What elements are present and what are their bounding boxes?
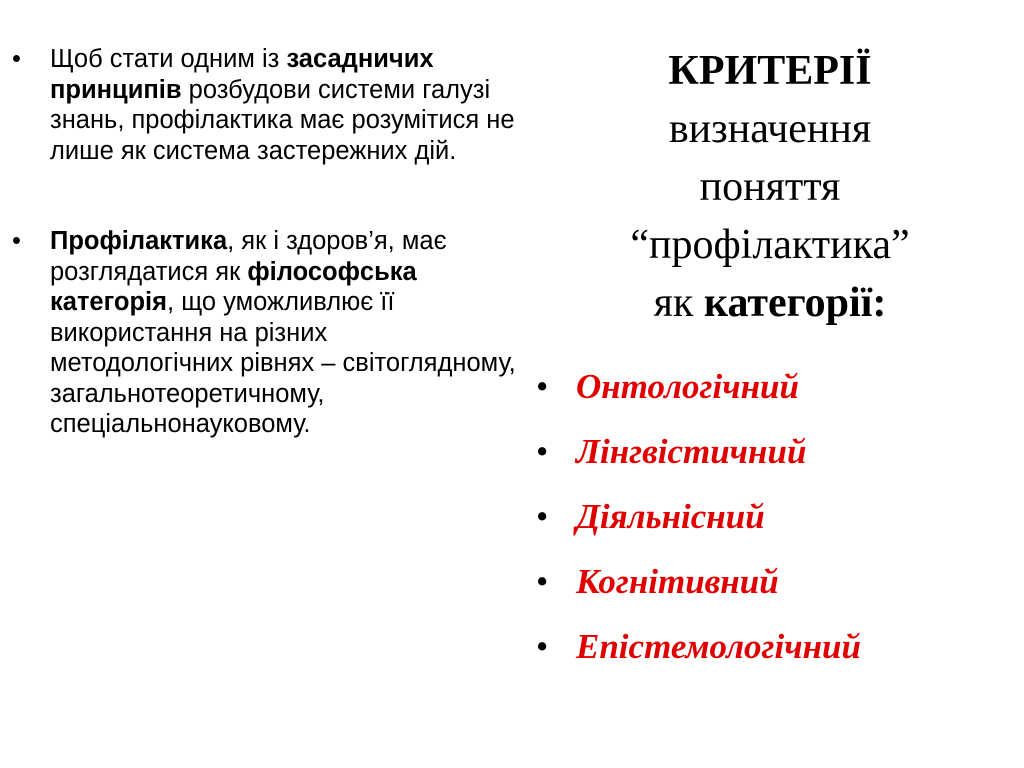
bullet-icon: • bbox=[536, 627, 549, 666]
left-item-1-text-bold: засадничих принципів bbox=[50, 45, 434, 104]
bullet-icon: • bbox=[536, 367, 549, 406]
left-item-2-text-d: , що уможливлює її використання на різних методологічних рівнях – світоглядному, загальнотеоретичному, спеціальнонауковому. bbox=[50, 288, 516, 438]
bullet-icon: • bbox=[536, 562, 549, 601]
criteria-title-line-5-normal: як bbox=[653, 280, 704, 326]
criteria-title bbox=[555, 42, 985, 332]
criteria-label: Онтологічний bbox=[576, 367, 799, 406]
criteria-list-item bbox=[536, 427, 1006, 492]
criteria-list-item bbox=[536, 362, 1006, 427]
criteria-title-line-4: “профілактика” bbox=[630, 222, 910, 268]
criteria-list-item bbox=[536, 557, 1006, 622]
criteria-title-line-5 bbox=[555, 274, 985, 332]
left-item-1-text-c: розбудови системи галузі знань, профілактика має розумітися не лише як система застережних дій. bbox=[50, 75, 515, 165]
bullet-icon: • bbox=[12, 227, 21, 255]
criteria-title-line-5-bold: категорії: bbox=[703, 280, 887, 326]
criteria-label: Лінгвістичний bbox=[576, 432, 807, 471]
bullet-icon: • bbox=[536, 432, 549, 471]
criteria-label: Епістемологічний bbox=[576, 627, 861, 666]
left-item-2-text-bold-c: філософська категорія bbox=[50, 257, 417, 316]
criteria-title-line-2: визначення bbox=[668, 106, 872, 152]
left-text-column bbox=[12, 44, 517, 440]
criteria-title-line-1: КРИТЕРІЇ bbox=[668, 48, 872, 94]
left-item-2-text-bold-a: Профілактика bbox=[50, 227, 228, 255]
criteria-list bbox=[536, 362, 1006, 687]
bullet-icon: • bbox=[536, 497, 549, 536]
criteria-label: Діяльнісний bbox=[576, 497, 765, 536]
criteria-list-item bbox=[536, 492, 1006, 557]
left-bullet-item-1 bbox=[12, 44, 517, 166]
bullet-icon: • bbox=[12, 45, 21, 73]
criteria-title-line-3: поняття bbox=[699, 164, 841, 210]
criteria-label: Когнітивний bbox=[576, 562, 779, 601]
left-item-2-text-b: , як і здоров’я, має розглядатися як bbox=[50, 227, 447, 286]
criteria-list-item bbox=[536, 622, 1006, 687]
left-bullet-item-2 bbox=[12, 226, 517, 440]
left-item-1-text-a: Щоб стати одним із bbox=[50, 45, 287, 73]
